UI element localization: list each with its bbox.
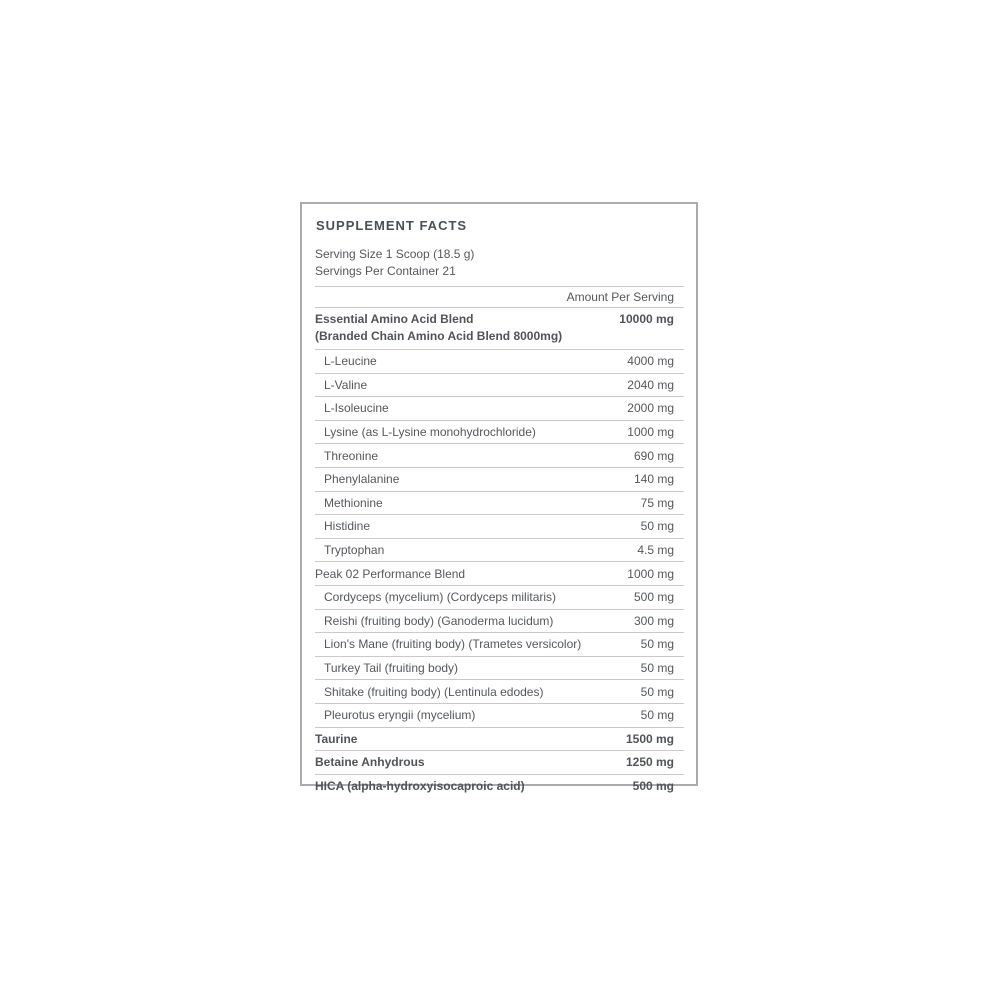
row-amount: 1250 mg bbox=[625, 755, 674, 770]
row-label-wrap bbox=[315, 708, 641, 722]
servings-per-container: Servings Per Container 21 bbox=[315, 264, 456, 278]
row-label-wrap bbox=[315, 685, 641, 699]
table-row bbox=[315, 561, 684, 585]
row-amount: 10000 mg bbox=[619, 312, 674, 326]
table-row bbox=[315, 679, 684, 703]
row-amount: 140 mg bbox=[633, 472, 674, 487]
row-label-wrap bbox=[315, 543, 637, 557]
row-amount: 50 mg bbox=[640, 661, 674, 676]
row-label-wrap bbox=[315, 354, 627, 368]
row-amount: 50 mg bbox=[640, 684, 674, 699]
row-label-wrap bbox=[315, 472, 634, 486]
table-row bbox=[315, 373, 684, 397]
row-amount: 4000 mg bbox=[627, 354, 674, 369]
row-sublabel: (Branded Chain Amino Acid Blend 8000mg) bbox=[315, 329, 563, 343]
amount-per-serving-header: Amount Per Serving bbox=[566, 290, 674, 304]
table-row bbox=[315, 420, 684, 444]
facts-rows bbox=[315, 307, 684, 797]
row-label: Histidine bbox=[324, 519, 371, 534]
row-amount: 500 mg bbox=[632, 778, 674, 793]
row-amount: 2000 mg bbox=[627, 401, 674, 416]
table-row bbox=[315, 467, 684, 491]
row-label: Cordyceps (mycelium) (Cordyceps militaris) bbox=[324, 590, 557, 605]
table-row bbox=[315, 656, 684, 680]
row-amount: 2040 mg bbox=[627, 377, 674, 392]
table-row bbox=[315, 349, 684, 373]
table-row bbox=[315, 750, 684, 774]
row-label-wrap bbox=[315, 779, 633, 793]
panel-title: SUPPLEMENT FACTS bbox=[316, 218, 468, 233]
table-row bbox=[315, 585, 684, 609]
row-label-wrap bbox=[315, 449, 634, 463]
table-row bbox=[315, 632, 684, 656]
row-amount: 50 mg bbox=[640, 637, 674, 652]
row-label-wrap bbox=[315, 590, 634, 604]
row-label: Turkey Tail (fruiting body) bbox=[324, 661, 459, 676]
table-row bbox=[315, 609, 684, 633]
row-label-wrap bbox=[315, 378, 627, 392]
row-amount: 75 mg bbox=[640, 495, 674, 510]
table-row bbox=[315, 396, 684, 420]
table-row bbox=[315, 774, 684, 798]
row-label: L-Leucine bbox=[324, 354, 377, 369]
row-label: Shitake (fruiting body) (Lentinula edodes) bbox=[324, 684, 544, 699]
row-label: Lysine (as L-Lysine monohydrochloride) bbox=[324, 425, 536, 440]
row-label: HICA (alpha-hydroxyisocaproic acid) bbox=[315, 778, 525, 793]
row-label: Essential Amino Acid Blend bbox=[315, 312, 474, 326]
row-amount: 500 mg bbox=[633, 590, 674, 605]
row-label-wrap bbox=[315, 661, 641, 675]
row-label: Reishi (fruiting body) (Ganoderma lucidum) bbox=[324, 613, 554, 628]
row-amount: 1500 mg bbox=[625, 731, 674, 746]
row-amount: 1000 mg bbox=[627, 566, 674, 581]
table-row bbox=[315, 538, 684, 562]
row-label: Peak 02 Performance Blend bbox=[315, 566, 466, 581]
row-label-wrap bbox=[315, 755, 626, 769]
row-label: Betaine Anhydrous bbox=[315, 755, 425, 770]
row-label: Methionine bbox=[324, 495, 383, 510]
row-label-wrap bbox=[315, 496, 641, 510]
table-row bbox=[315, 514, 684, 538]
row-label-wrap bbox=[315, 637, 641, 651]
supplement-facts-panel bbox=[300, 202, 698, 793]
row-label-wrap bbox=[315, 614, 634, 628]
row-label-wrap bbox=[315, 732, 626, 746]
row-label-wrap bbox=[315, 567, 627, 581]
row-label-wrap bbox=[315, 401, 627, 415]
row-label: Lion's Mane (fruiting body) (Trametes versicolor) bbox=[324, 637, 582, 652]
row-label: Threonine bbox=[324, 448, 379, 463]
table-row bbox=[315, 307, 684, 349]
row-amount: 50 mg bbox=[640, 708, 674, 723]
row-label-wrap bbox=[315, 519, 641, 533]
row-amount: 690 mg bbox=[633, 448, 674, 463]
row-amount: 50 mg bbox=[640, 519, 674, 534]
row-amount: 1000 mg bbox=[627, 425, 674, 440]
table-row bbox=[315, 727, 684, 751]
table-row bbox=[315, 703, 684, 727]
row-amount: 4.5 mg bbox=[637, 543, 674, 558]
serving-size: Serving Size 1 Scoop (18.5 g) bbox=[315, 247, 475, 261]
row-label: L-Valine bbox=[324, 377, 368, 392]
row-label: Taurine bbox=[315, 731, 358, 746]
row-label: Tryptophan bbox=[324, 543, 385, 558]
row-label: Pleurotus eryngii (mycelium) bbox=[324, 708, 476, 723]
table-row bbox=[315, 491, 684, 515]
row-label-wrap bbox=[315, 425, 627, 439]
row-label: Phenylalanine bbox=[324, 472, 400, 487]
row-label: L-Isoleucine bbox=[324, 401, 389, 416]
row-amount: 300 mg bbox=[633, 613, 674, 628]
table-row bbox=[315, 443, 684, 467]
row-label-wrap bbox=[315, 311, 619, 345]
